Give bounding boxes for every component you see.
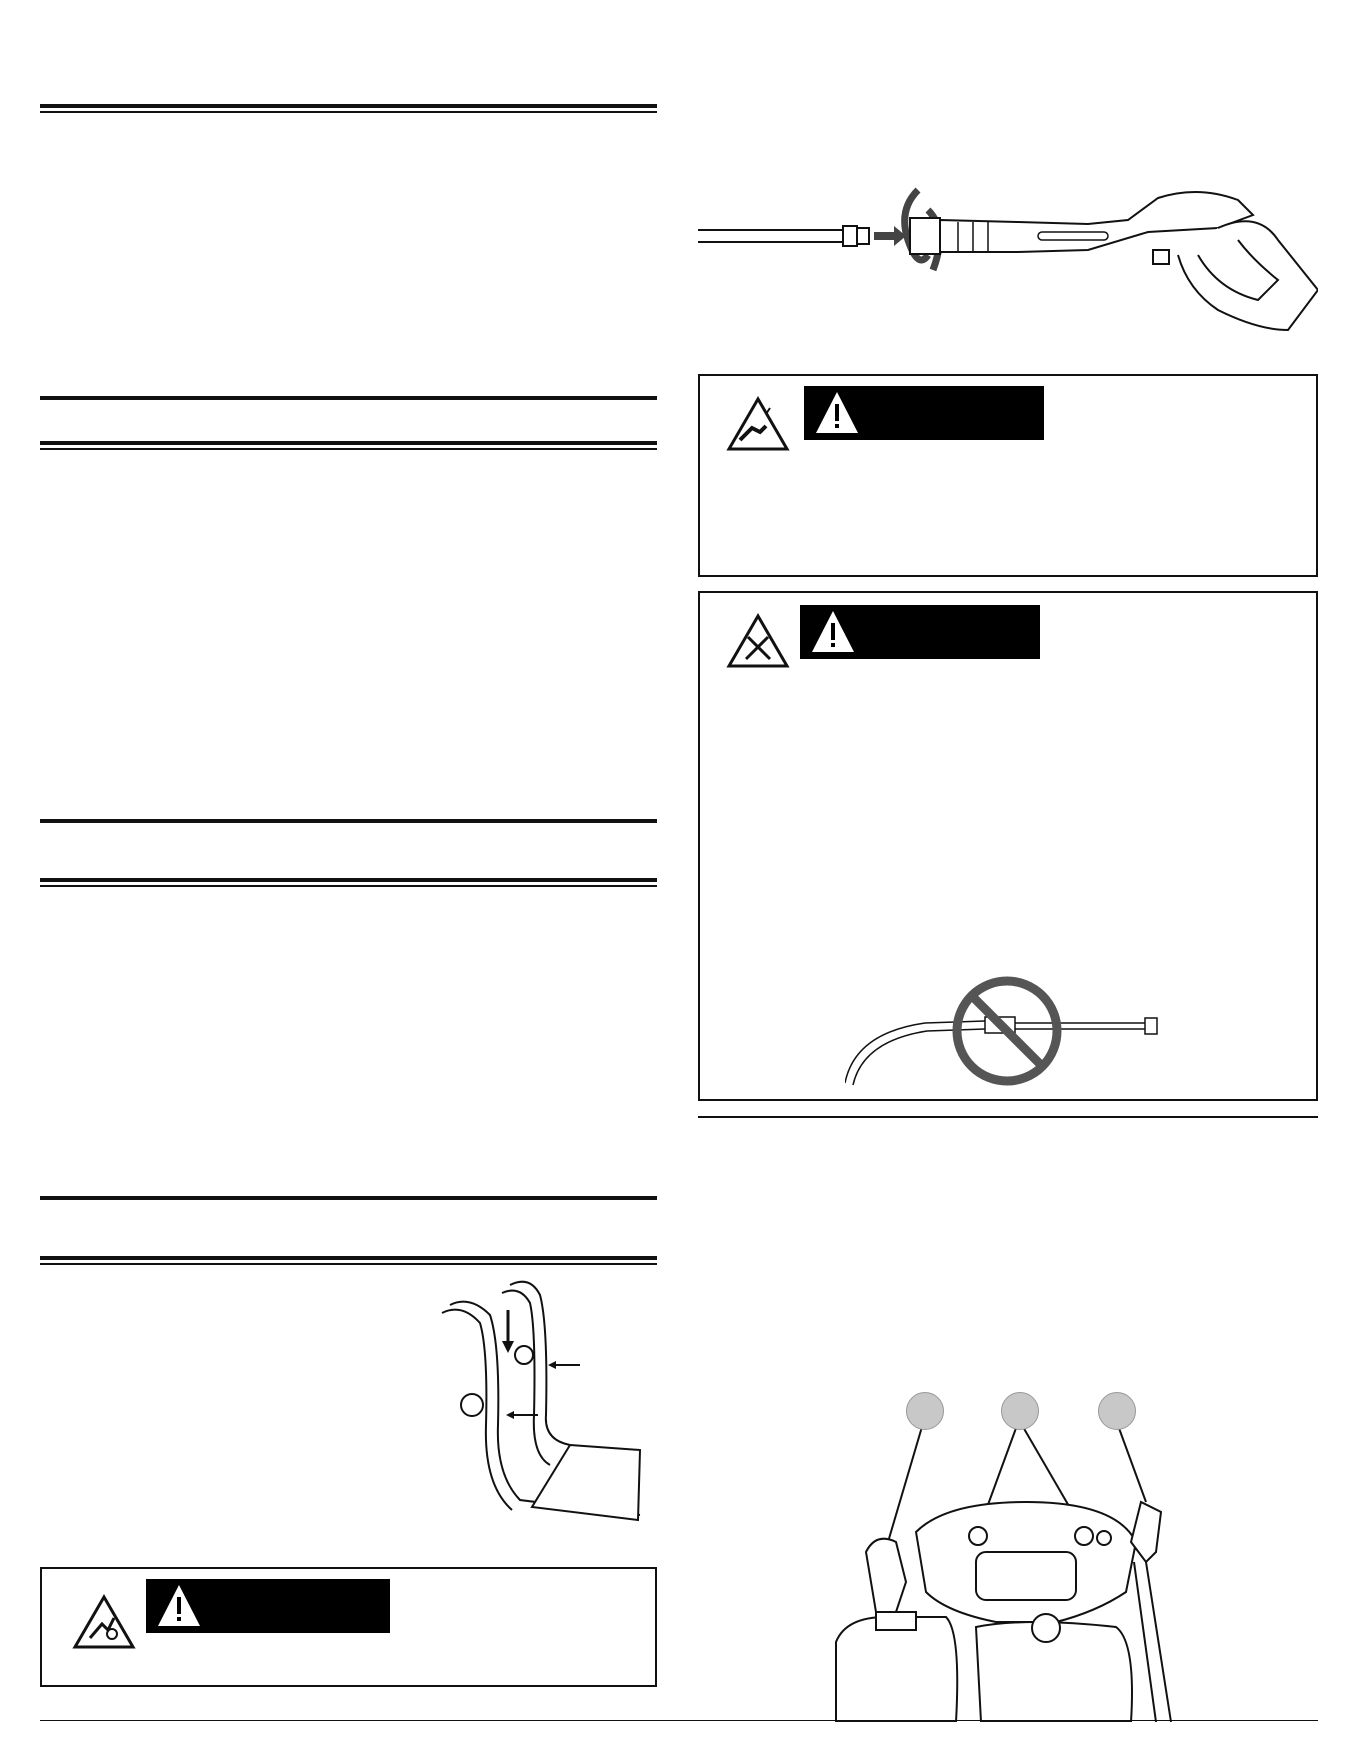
callout-1: [906, 1392, 944, 1430]
handle-assembly-drawing: [440, 1275, 650, 1535]
footer-rule: [40, 1720, 1318, 1721]
alert-triangle-icon: [814, 390, 860, 436]
section-rule-1: [40, 104, 657, 113]
signal-word-panel: [800, 605, 1040, 659]
section-rule-2b: [40, 441, 657, 450]
signal-word-panel: [146, 1579, 390, 1633]
entanglement-hazard-icon: [72, 1594, 136, 1650]
section-rule-3b: [40, 878, 657, 887]
hose-connection-figure: [845, 973, 1165, 1093]
tool-hazard-icon: [726, 613, 790, 669]
section-rule-3a: [40, 819, 657, 823]
warning-box-serious-injury: [698, 591, 1318, 1101]
spray-gun-figure: [698, 180, 1318, 350]
unit-top-drawing: [826, 1392, 1216, 1722]
warning-box-high-pressure-spray: [698, 374, 1318, 577]
alert-triangle-icon: [810, 609, 856, 655]
unit-top-figure: [826, 1392, 1216, 1722]
hose-connection-drawing: [845, 973, 1165, 1093]
warning-box-moving-parts: [40, 1567, 657, 1687]
section-rule-2a: [40, 396, 657, 400]
section-rule-4a: [40, 1196, 657, 1200]
callout-3: [1098, 1392, 1136, 1430]
injection-hazard-icon: [726, 396, 790, 452]
spray-gun-drawing: [698, 180, 1318, 350]
signal-word-panel: [804, 386, 1044, 440]
section-rule-right: [698, 1116, 1318, 1118]
handle-assembly-figure: [440, 1275, 650, 1535]
alert-triangle-icon: [156, 1583, 202, 1629]
callout-2: [1001, 1392, 1039, 1430]
section-rule-4b: [40, 1256, 657, 1265]
